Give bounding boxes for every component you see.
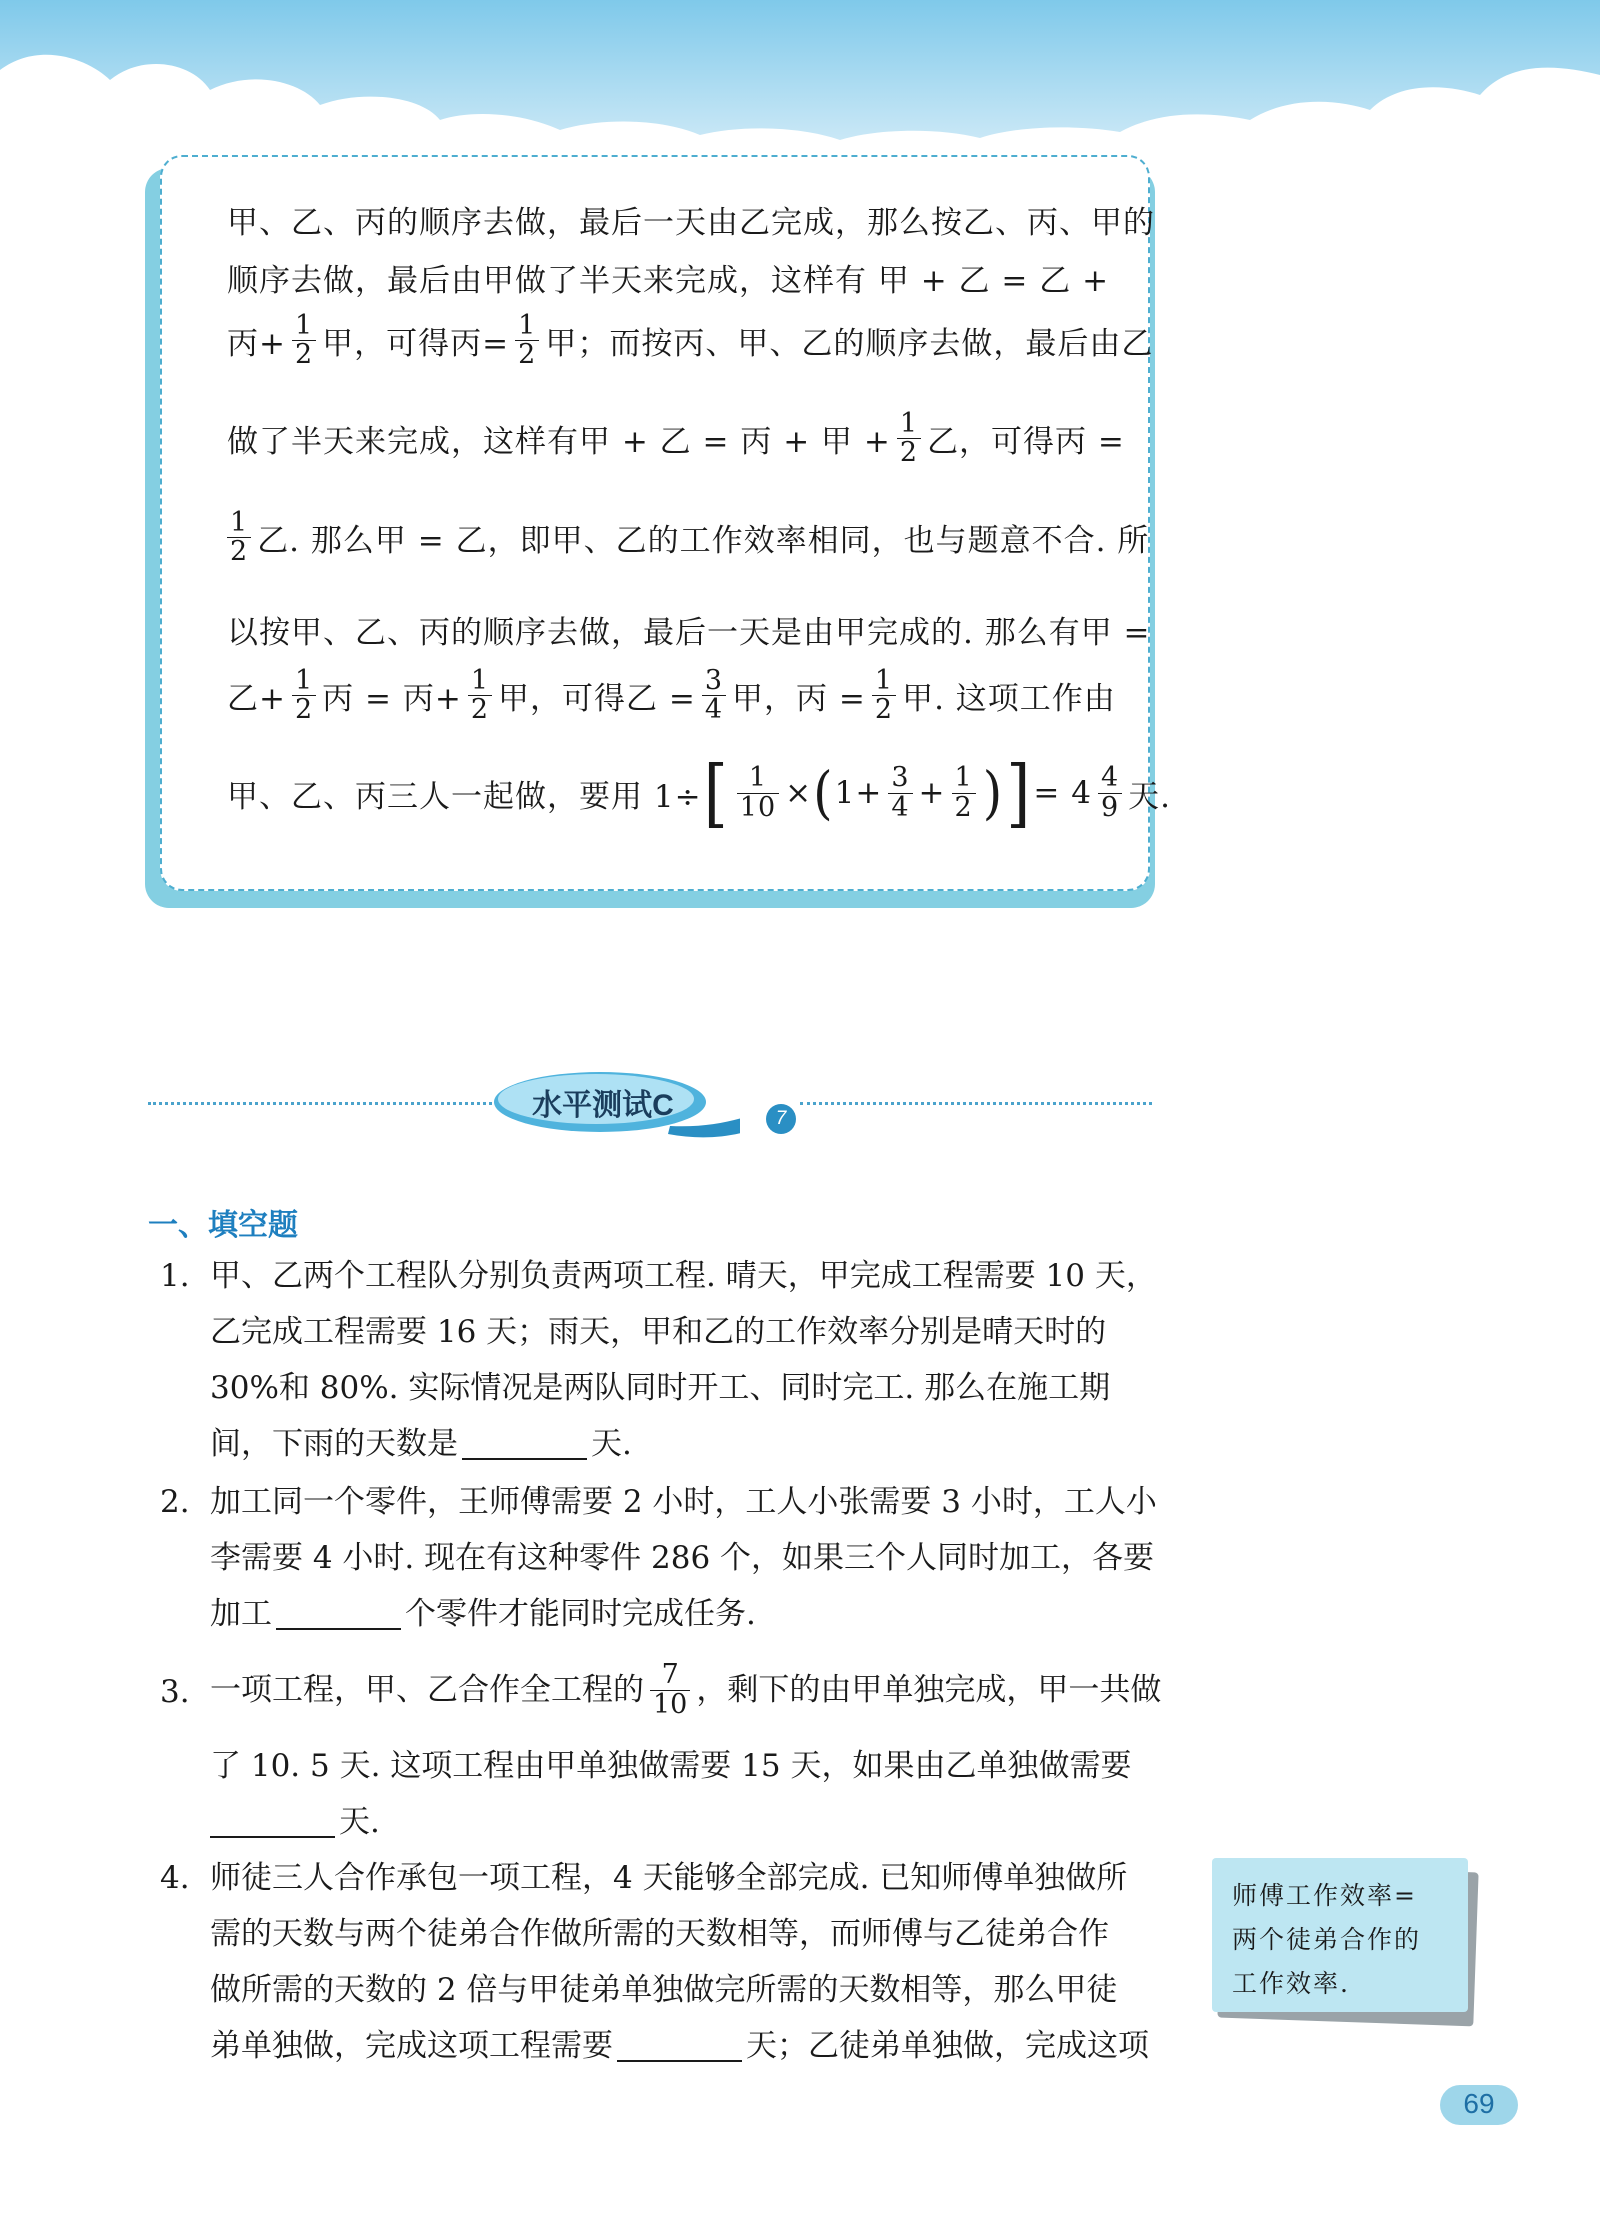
text: + (918, 775, 946, 811)
text: 甲，可得乙 = (498, 681, 696, 718)
question-line: 师徒三人合作承包一项工程，4 天能够全部完成. 已知师傅单独做所 (210, 1860, 1128, 1896)
fraction: $\frac{1}{10}$ (737, 764, 779, 822)
fraction: $\frac{1}{2}$ (515, 312, 539, 370)
divider-left (148, 1102, 498, 1105)
question-line: 甲、乙两个工程队分别负责两项工程. 晴天，甲完成工程需要 10 天， (210, 1258, 1157, 1294)
tip-line: 师傅工作效率= (1232, 1881, 1417, 1910)
question-line: 一项工程，甲、乙合作全工程的 $\frac{7}{10}$ ，剩下的由甲单独完成，甲一共做 (210, 1659, 1162, 1720)
text: 乙+ (227, 681, 286, 718)
unit-number-badge: 7 (766, 1104, 796, 1134)
question-number: 2. (160, 1484, 190, 1520)
fraction: $\frac{1}{2}$ (292, 312, 316, 370)
solution-line (227, 197, 1155, 242)
solution-line (227, 667, 1116, 725)
text: 丙 = 丙+ (322, 681, 462, 718)
question-line: 加工同一个零件，王师傅需要 2 小时，工人小张需要 3 小时，工人小 (210, 1484, 1157, 1520)
left-bracket: [ (703, 748, 729, 837)
question-line: 做所需的天数的 2 倍与甲徒弟单独做完所需的天数相等，那么甲徒 (210, 1972, 1118, 2008)
answer-blank[interactable] (210, 1806, 335, 1838)
text: 以按甲、乙、丙的顺序去做，最后一天是由甲完成的. 那么有甲 = (227, 615, 1151, 651)
tip-line: 工作效率. (1232, 1969, 1350, 1998)
page-number: 69 (1463, 2088, 1495, 2119)
question-line: 间，下雨的天数是 天. (210, 1426, 632, 1462)
text: × (785, 775, 813, 811)
fraction: $\frac{1}{2}$ (872, 667, 896, 725)
text: = 4 (1033, 775, 1092, 811)
solution-line (227, 748, 1172, 837)
divider-right (800, 1102, 1152, 1105)
question-line: 乙完成工程需要 16 天；雨天，甲和乙的工作效率分别是晴天时的 (210, 1314, 1107, 1350)
question-line: 李需要 4 小时. 现在有这种零件 286 个，如果三个人同时加工，各要 (210, 1540, 1155, 1576)
fraction: $\frac{1}{2}$ (897, 410, 921, 468)
text: 甲、乙、丙的顺序去做，最后一天由乙完成，那么按乙、丙、甲的 (227, 205, 1155, 241)
cloud-header-decoration (0, 0, 1600, 150)
question-line: 加工 个零件才能同时完成任务. (210, 1596, 756, 1632)
answer-blank[interactable] (617, 2030, 742, 2062)
text: 1+ (834, 775, 883, 811)
question-number: 1. (160, 1258, 190, 1294)
text: 甲、乙、丙三人一起做，要用 1÷ (227, 778, 702, 815)
fraction: $\frac{3}{4}$ (702, 667, 726, 725)
question-line: 弟单独做，完成这项工程需要 天；乙徒弟单独做，完成这项 (210, 2028, 1149, 2064)
text: 顺序去做，最后由甲做了半天来完成，这样有 甲 + 乙 = 乙 + (227, 263, 1110, 299)
solution-line (227, 607, 1151, 652)
question-number: 4. (160, 1860, 190, 1896)
question-line: 需的天数与两个徒弟合作做所需的天数相等，而师傅与乙徒弟合作 (210, 1916, 1109, 1952)
text: 甲，丙 = (732, 681, 866, 718)
fraction: $\frac{1}{2}$ (468, 667, 492, 725)
question-line: 30%和 80%. 实际情况是两队同时开工、同时完工. 那么在施工期 (210, 1370, 1111, 1406)
left-paren: ( (813, 759, 834, 827)
fraction: $\frac{4}{9}$ (1098, 764, 1122, 822)
text: 甲. 这项工作由 (902, 681, 1116, 718)
test-title: 水平测试C (532, 1089, 674, 1122)
fraction: $\frac{7}{10}$ (650, 1661, 690, 1719)
solution-line (227, 410, 1125, 468)
solution-box (160, 155, 1172, 891)
question-number: 3. (160, 1674, 190, 1710)
fraction: $\frac{1}{2}$ (292, 667, 316, 725)
answer-blank[interactable] (276, 1598, 401, 1630)
text: 丙+ (227, 326, 286, 363)
solution-line (227, 509, 1149, 567)
text: 乙. 那么甲 = 乙，即甲、乙的工作效率相同，也与题意不合. 所 (257, 523, 1150, 560)
text: 乙，可得丙 = (927, 424, 1125, 461)
fraction: $\frac{1}{2}$ (227, 509, 251, 567)
tip-note (1212, 1858, 1468, 2012)
fraction: $\frac{3}{4}$ (888, 764, 912, 822)
fraction: $\frac{1}{2}$ (952, 764, 976, 822)
right-bracket: ] (1006, 748, 1032, 837)
solution-line (227, 312, 1153, 370)
tip-line: 两个徒弟合作的 (1232, 1925, 1422, 1954)
text: 天. (1128, 778, 1172, 815)
right-paren: ) (982, 759, 1004, 827)
question-line: 了 10. 5 天. 这项工程由甲单独做需要 15 天，如果由乙单独做需要 (210, 1748, 1132, 1784)
question-line: 天. (210, 1794, 380, 1850)
answer-blank[interactable] (462, 1428, 587, 1460)
text: 做了半天来完成，这样有甲 + 乙 = 丙 + 甲 + (227, 424, 891, 461)
text: 甲，可得丙= (322, 326, 510, 363)
text: 甲；而按丙、甲、乙的顺序去做，最后由乙 (545, 326, 1154, 363)
section-title: 一、填空题 (148, 1209, 298, 1242)
solution-line (227, 255, 1109, 300)
